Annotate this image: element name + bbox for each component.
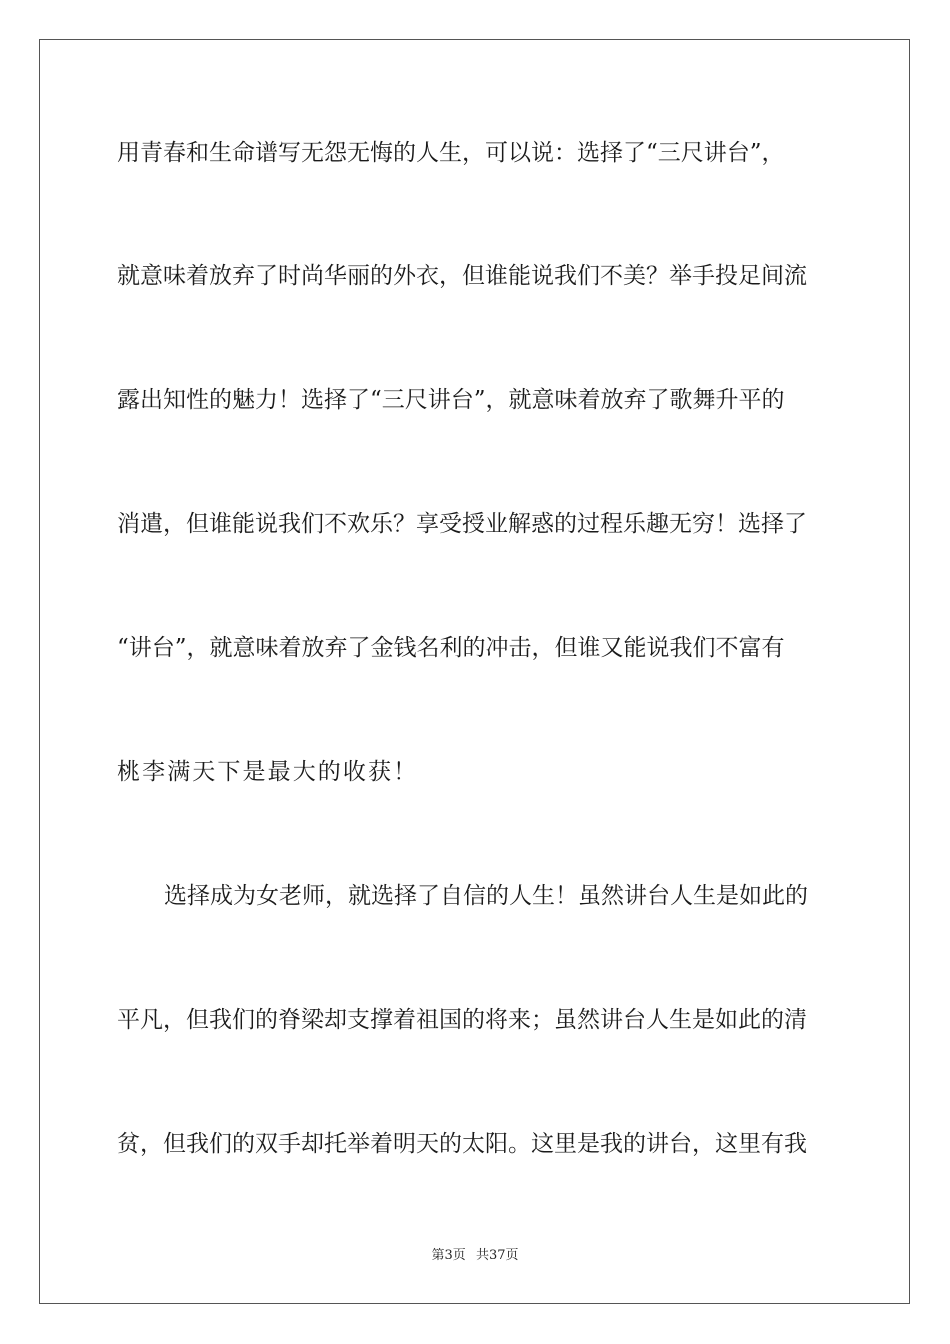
- paragraph-line: “讲台”，就意味着放弃了金钱名利的冲击，但谁又能说我们不富有: [117, 635, 785, 661]
- paragraph-line: 桃李满天下是最大的收获！: [117, 759, 419, 785]
- paragraph-line: 贫，但我们的双手却托举着明天的太阳。这里是我的讲台，这里有我: [117, 1131, 807, 1157]
- paragraph-line: 选择成为女老师，就选择了自信的人生！虽然讲台人生是如此的: [164, 883, 808, 909]
- page-border: [39, 39, 910, 1304]
- paragraph-line: 平凡，但我们的脊梁却支撑着祖国的将来；虽然讲台人生是如此的清: [117, 1007, 807, 1033]
- page-footer: [0, 1248, 950, 1264]
- page-number: 第3页: [431, 1248, 466, 1263]
- page-total: 共37页: [475, 1248, 519, 1263]
- paragraph-line: 就意味着放弃了时尚华丽的外衣，但谁能说我们不美？举手投足间流: [117, 263, 807, 289]
- paragraph-line: 露出知性的魅力！选择了“三尺讲台”，就意味着放弃了歌舞升平的: [117, 387, 785, 413]
- paragraph-line: 用青春和生命谱写无怨无悔的人生，可以说：选择了“三尺讲台”，: [117, 140, 785, 166]
- paragraph-line: 消遣，但谁能说我们不欢乐？享受授业解惑的过程乐趣无穷！选择了: [117, 511, 807, 537]
